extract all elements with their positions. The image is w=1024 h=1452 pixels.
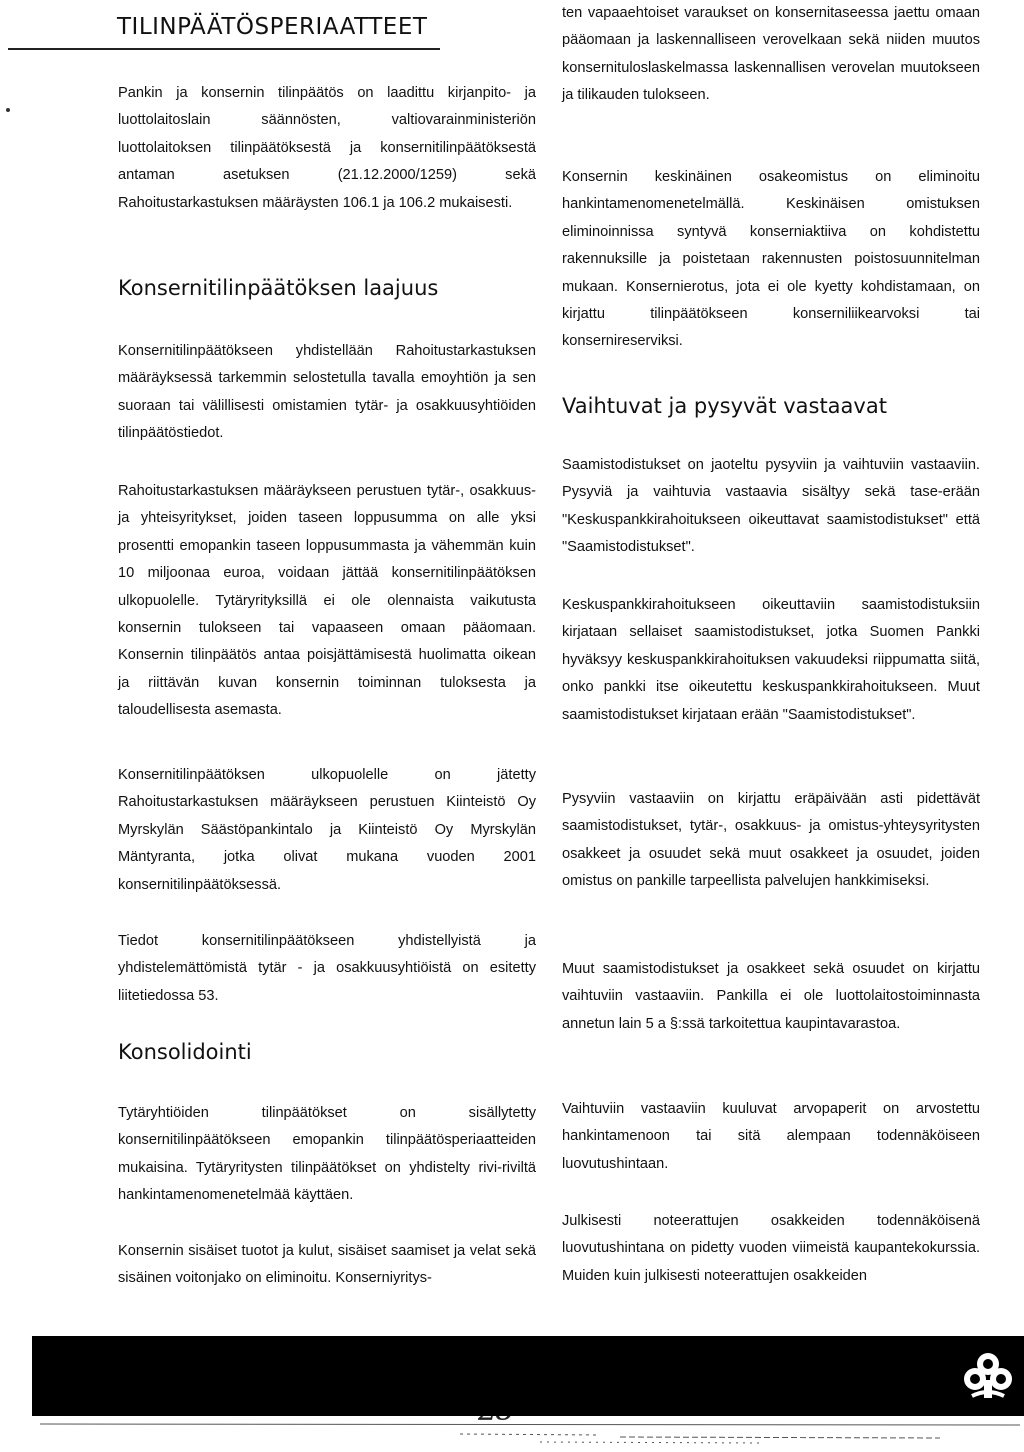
footer-band (32, 1336, 1024, 1416)
paragraph: Tiedot konsernitilinpäätökseen yhdistellyistä ja yhdistelemättömistä tytär - ja osakkuusyhtiöistä on esitetty liitetiedossa 53. (118, 933, 536, 1004)
savings-bank-logo-icon (958, 1346, 1018, 1406)
paragraph: Saamistodistukset on jaoteltu pysyviin ja vaihtuviin vastaaviin. Pysyviä ja vaihtuvia vastaavia sisältyy sekä tase-erään "Keskuspankkirahoitukseen oikeuttavat saamistodistukset" että "Saamistodistukset". (562, 457, 980, 556)
scan-noise (40, 1420, 1020, 1448)
section-heading-assets: Vaihtuvat ja pysyvät vastaavat (562, 394, 887, 418)
paragraph: Konsernin sisäiset tuotot ja kulut, sisäiset saamiset ja velat sekä sisäinen voitonjako on eliminoitu. Konserniyritys- (118, 1243, 536, 1287)
paragraph: ten vapaaehtoiset varaukset on konsernitaseessa jaettu omaan pääomaan ja laskennalliseen verovelkaan sekä niiden muutos konsernituloslaskelmassa laskennallisen verovelan muutokseen ja tilikauden tulokseen. (562, 5, 980, 104)
paragraph: Tytäryhtiöiden tilinpäätökset on sisällytetty konsernitilinpäätökseen emopankin tilinpäätösperiaatteiden mukaisina. Tytäryritysten tilinpäätökset on yhdistelty rivi-riviltä hankintamenomenetelmää käyttäen. (118, 1105, 536, 1204)
paragraph: Keskuspankkirahoitukseen oikeuttaviin saamistodistuksiin kirjataan sellaiset saamistodistukset, jotka Suomen Pankki hyväksyy keskuspankkirahoituksen vakuudeksi riippumatta siitä, onko pankki itse oikeutettu keskuspankkirahoitukseen. Muut saamistodistukset kirjataan erään "Saamistodistukset". (562, 597, 980, 723)
scan-speck (6, 108, 10, 112)
paragraph: Pysyviin vastaaviin on kirjattu eräpäivään asti pidettävät saamistodistukset, tytär-, osakkuus- ja omistus-yhteysyritysten osakkeet ja osuudet sekä muut osakkeet ja osuudet, joiden omistus on pankille tarpeellista palvelujen hankkimiseksi. (562, 791, 980, 890)
paragraph: Muut saamistodistukset ja osakkeet sekä osuudet on kirjattu vaihtuviin vastaaviin. Pankilla ei ole luottolaitostoiminnasta annetun lain 5 a §:ssä tarkoitettua kaupintavarastoa. (562, 961, 980, 1032)
paragraph: Konsernin keskinäinen osakeomistus on eliminoitu hankintamenomenetelmällä. Keskinäisen omistuksen eliminoinnissa syntyvä konserniaktiiva on kohdistettu rakennuksille ja poistetaan rakennusten poistosuunnitelman mukaan. Konsernierotus, jota ei ole kyetty kohdistamaan, on kirjattu tilinpäätökseen konserniliikearvoksi tai konsernireserviksi. (562, 169, 980, 350)
section-heading-consolidation: Konsolidointi (118, 1040, 252, 1064)
paragraph: Vaihtuviin vastaaviin kuuluvat arvopaperit on arvostettu hankintamenoon tai sitä alempaan todennäköiseen luovutushintaan. (562, 1101, 980, 1172)
paragraph: Pankin ja konsernin tilinpäätös on laadittu kirjanpito- ja luottolaitoslain säännösten, valtiovarainministeriön luottolaitoksen tilinpäätöksestä ja konsernitilinpäätöksestä antaman asetuksen (21.12.2000/1259) sekä Rahoitustarkastuksen määräysten 106.1 ja 106.2 mukaisesti. (118, 85, 536, 211)
section-heading-scope: Konsernitilinpäätöksen laajuus (118, 276, 439, 300)
title-rule (8, 48, 440, 50)
page-title: TILINPÄÄTÖSPERIAATTEET (117, 14, 428, 40)
paragraph: Rahoitustarkastuksen määräykseen perustuen tytär-, osakkuus- ja yhteisyritykset, joiden taseen loppusumma on alle yksi prosentti emopankin taseen loppusummasta ja vähemmän kuin 10 miljoonaa euroa, voidaan jättää konsernitilinpäätöksen ulkopuolelle. Tytäryrityksillä ei ole olennaista vaikutusta konsernin tulokseen tai vapaaseen omaan pääomaan. Konsernin tilinpäätös antaa poisjättämisestä huolimatta oikean ja riittävän kuvan konsernin toiminnan tuloksesta ja taloudellisesta asemasta. (118, 483, 536, 719)
paragraph: Julkisesti noteerattujen osakkeiden todennäköisenä luovutushintana on pidetty vuoden viimeistä kaupantekokurssia. Muiden kuin julkisesti noteerattujen osakkeiden (562, 1213, 980, 1284)
paragraph: Konsernitilinpäätökseen yhdistellään Rahoitustarkastuksen määräyksessä tarkemmin selostetulla tavalla emoyhtiön ja sen suoraan tai välillisesti omistamien tytär- ja osakkuusyhtiöiden tilinpäätöstiedot. (118, 343, 536, 442)
paragraph: Konsernitilinpäätöksen ulkopuolelle on jätetty Rahoitustarkastuksen määräykseen perustuen Kiinteistö Oy Myrskylän Säästöpankintalo ja Kiinteistö Oy Myrskylän Mäntyranta, jotka olivat mukana vuoden 2001 konsernitilinpäätöksessä. (118, 767, 536, 893)
